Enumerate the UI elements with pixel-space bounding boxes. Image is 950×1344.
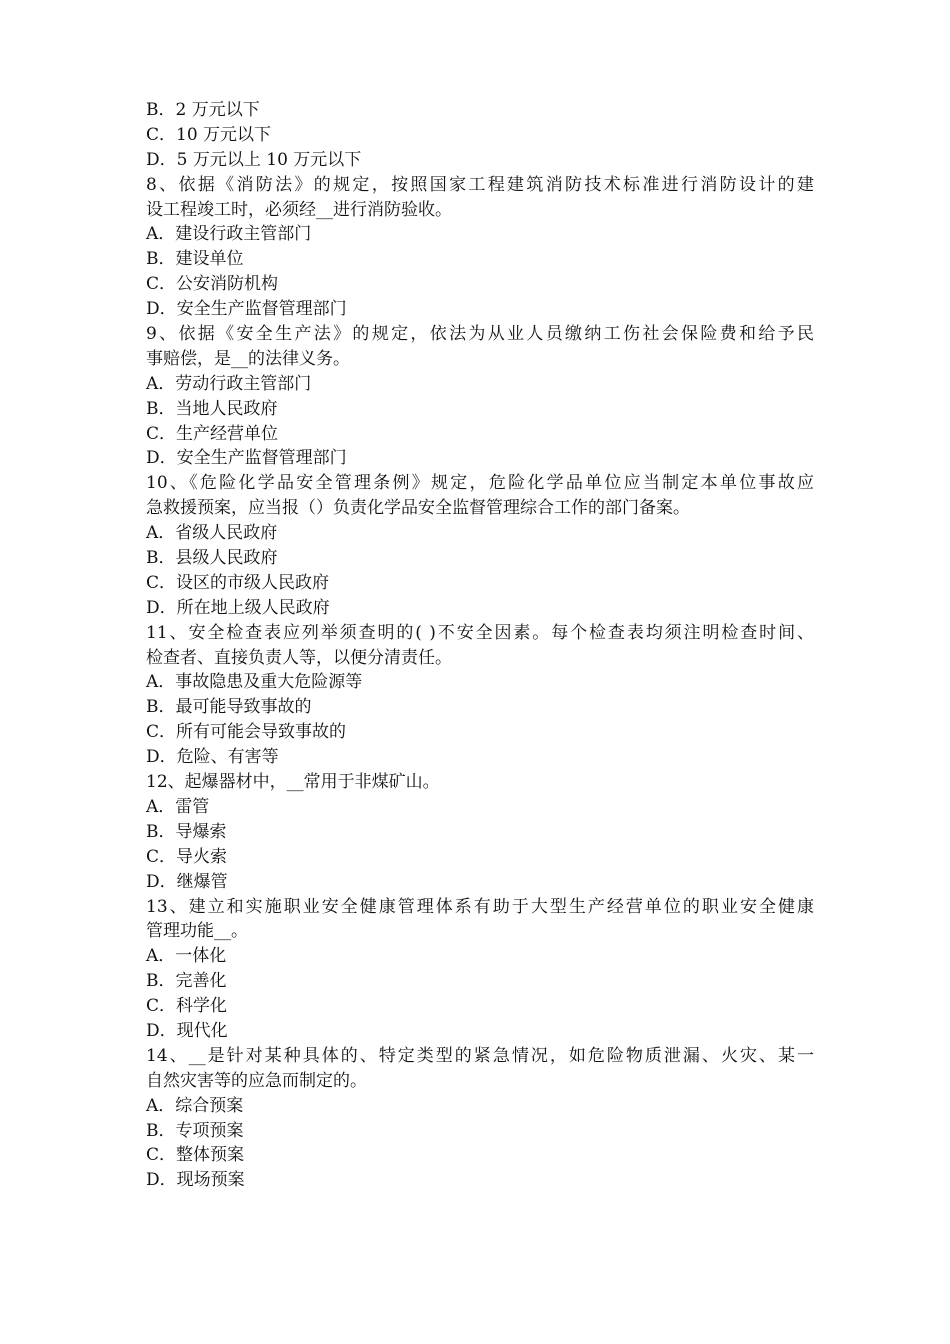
option-b: B．最可能导致事故的 [146,697,312,718]
question-stem-line: 急救援预案，应当报（）负责化学品安全监督管理综合工作的部门备案。 [146,498,690,519]
document-page [146,98,814,1193]
option-c: C．导火索 [146,846,228,867]
option-d: D．继爆管 [146,871,228,892]
leading-options [146,98,814,173]
option-b: B．2 万元以下 [146,100,260,120]
option-a: A．省级人民政府 [146,523,278,544]
option-d: D．现代化 [146,1020,228,1041]
option-d: D．安全生产监督管理部门 [146,299,347,320]
question-9 [146,322,814,471]
option-b: B．导爆索 [146,821,227,842]
option-c: C．公安消防机构 [146,274,279,295]
option-b: B．建设单位 [146,249,244,270]
question-10 [146,471,814,620]
option-c: C．科学化 [146,996,228,1017]
option-a: A．雷管 [146,796,210,817]
option-b: B．当地人民政府 [146,398,278,419]
question-stem-line: 管理功能__。 [146,921,248,942]
option-d: D．所在地上级人民政府 [146,597,330,618]
question-stem-line: 设工程竣工时，必须经__进行消防验收。 [146,199,452,220]
option-d: D．危险、有害等 [146,747,279,768]
option-b: B．专项预案 [146,1120,244,1141]
question-stem-line: 自然灾害等的应急而制定的。 [146,1070,367,1091]
option-c: C．设区的市级人民政府 [146,572,330,593]
question-stem-line: 10、《危险化学品安全管理条例》规定，危险化学品单位应当制定本单位事故应 [146,473,814,494]
option-a: A．一体化 [146,946,227,967]
question-stem-line: 12、起爆器材中，__常用于非煤矿山。 [146,772,440,793]
question-12 [146,770,814,894]
option-a: A．事故隐患及重大危险源等 [146,672,363,693]
question-stem-line: 9、依据《安全生产法》的规定，依法为从业人员缴纳工伤社会保险费和给予民 [146,324,814,345]
option-d: D．5 万元以上 10 万元以下 [146,149,362,170]
question-stem-line: 13、建立和实施职业安全健康管理体系有助于大型生产经营单位的职业安全健康 [146,896,814,917]
question-14 [146,1044,814,1193]
option-a: A．综合预案 [146,1095,244,1116]
question-stem-line: 11、安全检查表应列举须查明的( )不安全因素。每个检查表均须注明检查时间、 [146,622,814,643]
option-a: A．劳动行政主管部门 [146,373,312,394]
option-c: C．所有可能会导致事故的 [146,722,347,743]
option-c: C．整体预案 [146,1145,245,1166]
question-stem-line: 8、依据《消防法》的规定，按照国家工程建筑消防技术标准进行消防设计的建 [146,174,814,195]
question-stem-line: 14、__是针对某种具体的、特定类型的紧急情况，如危险物质泄漏、火灾、某一 [146,1045,814,1066]
option-c: C．10 万元以下 [146,124,272,145]
option-b: B．完善化 [146,971,227,992]
question-11 [146,621,814,770]
question-stem-line: 检查者、直接负责人等，以便分清责任。 [146,647,452,668]
option-d: D．现场预案 [146,1170,245,1191]
option-c: C．生产经营单位 [146,423,279,444]
option-b: B．县级人民政府 [146,548,278,569]
question-8 [146,173,814,322]
question-stem-line: 事赔偿，是__的法律义务。 [146,348,350,369]
question-13 [146,895,814,1044]
option-a: A．建设行政主管部门 [146,224,312,245]
option-d: D．安全生产监督管理部门 [146,448,347,469]
